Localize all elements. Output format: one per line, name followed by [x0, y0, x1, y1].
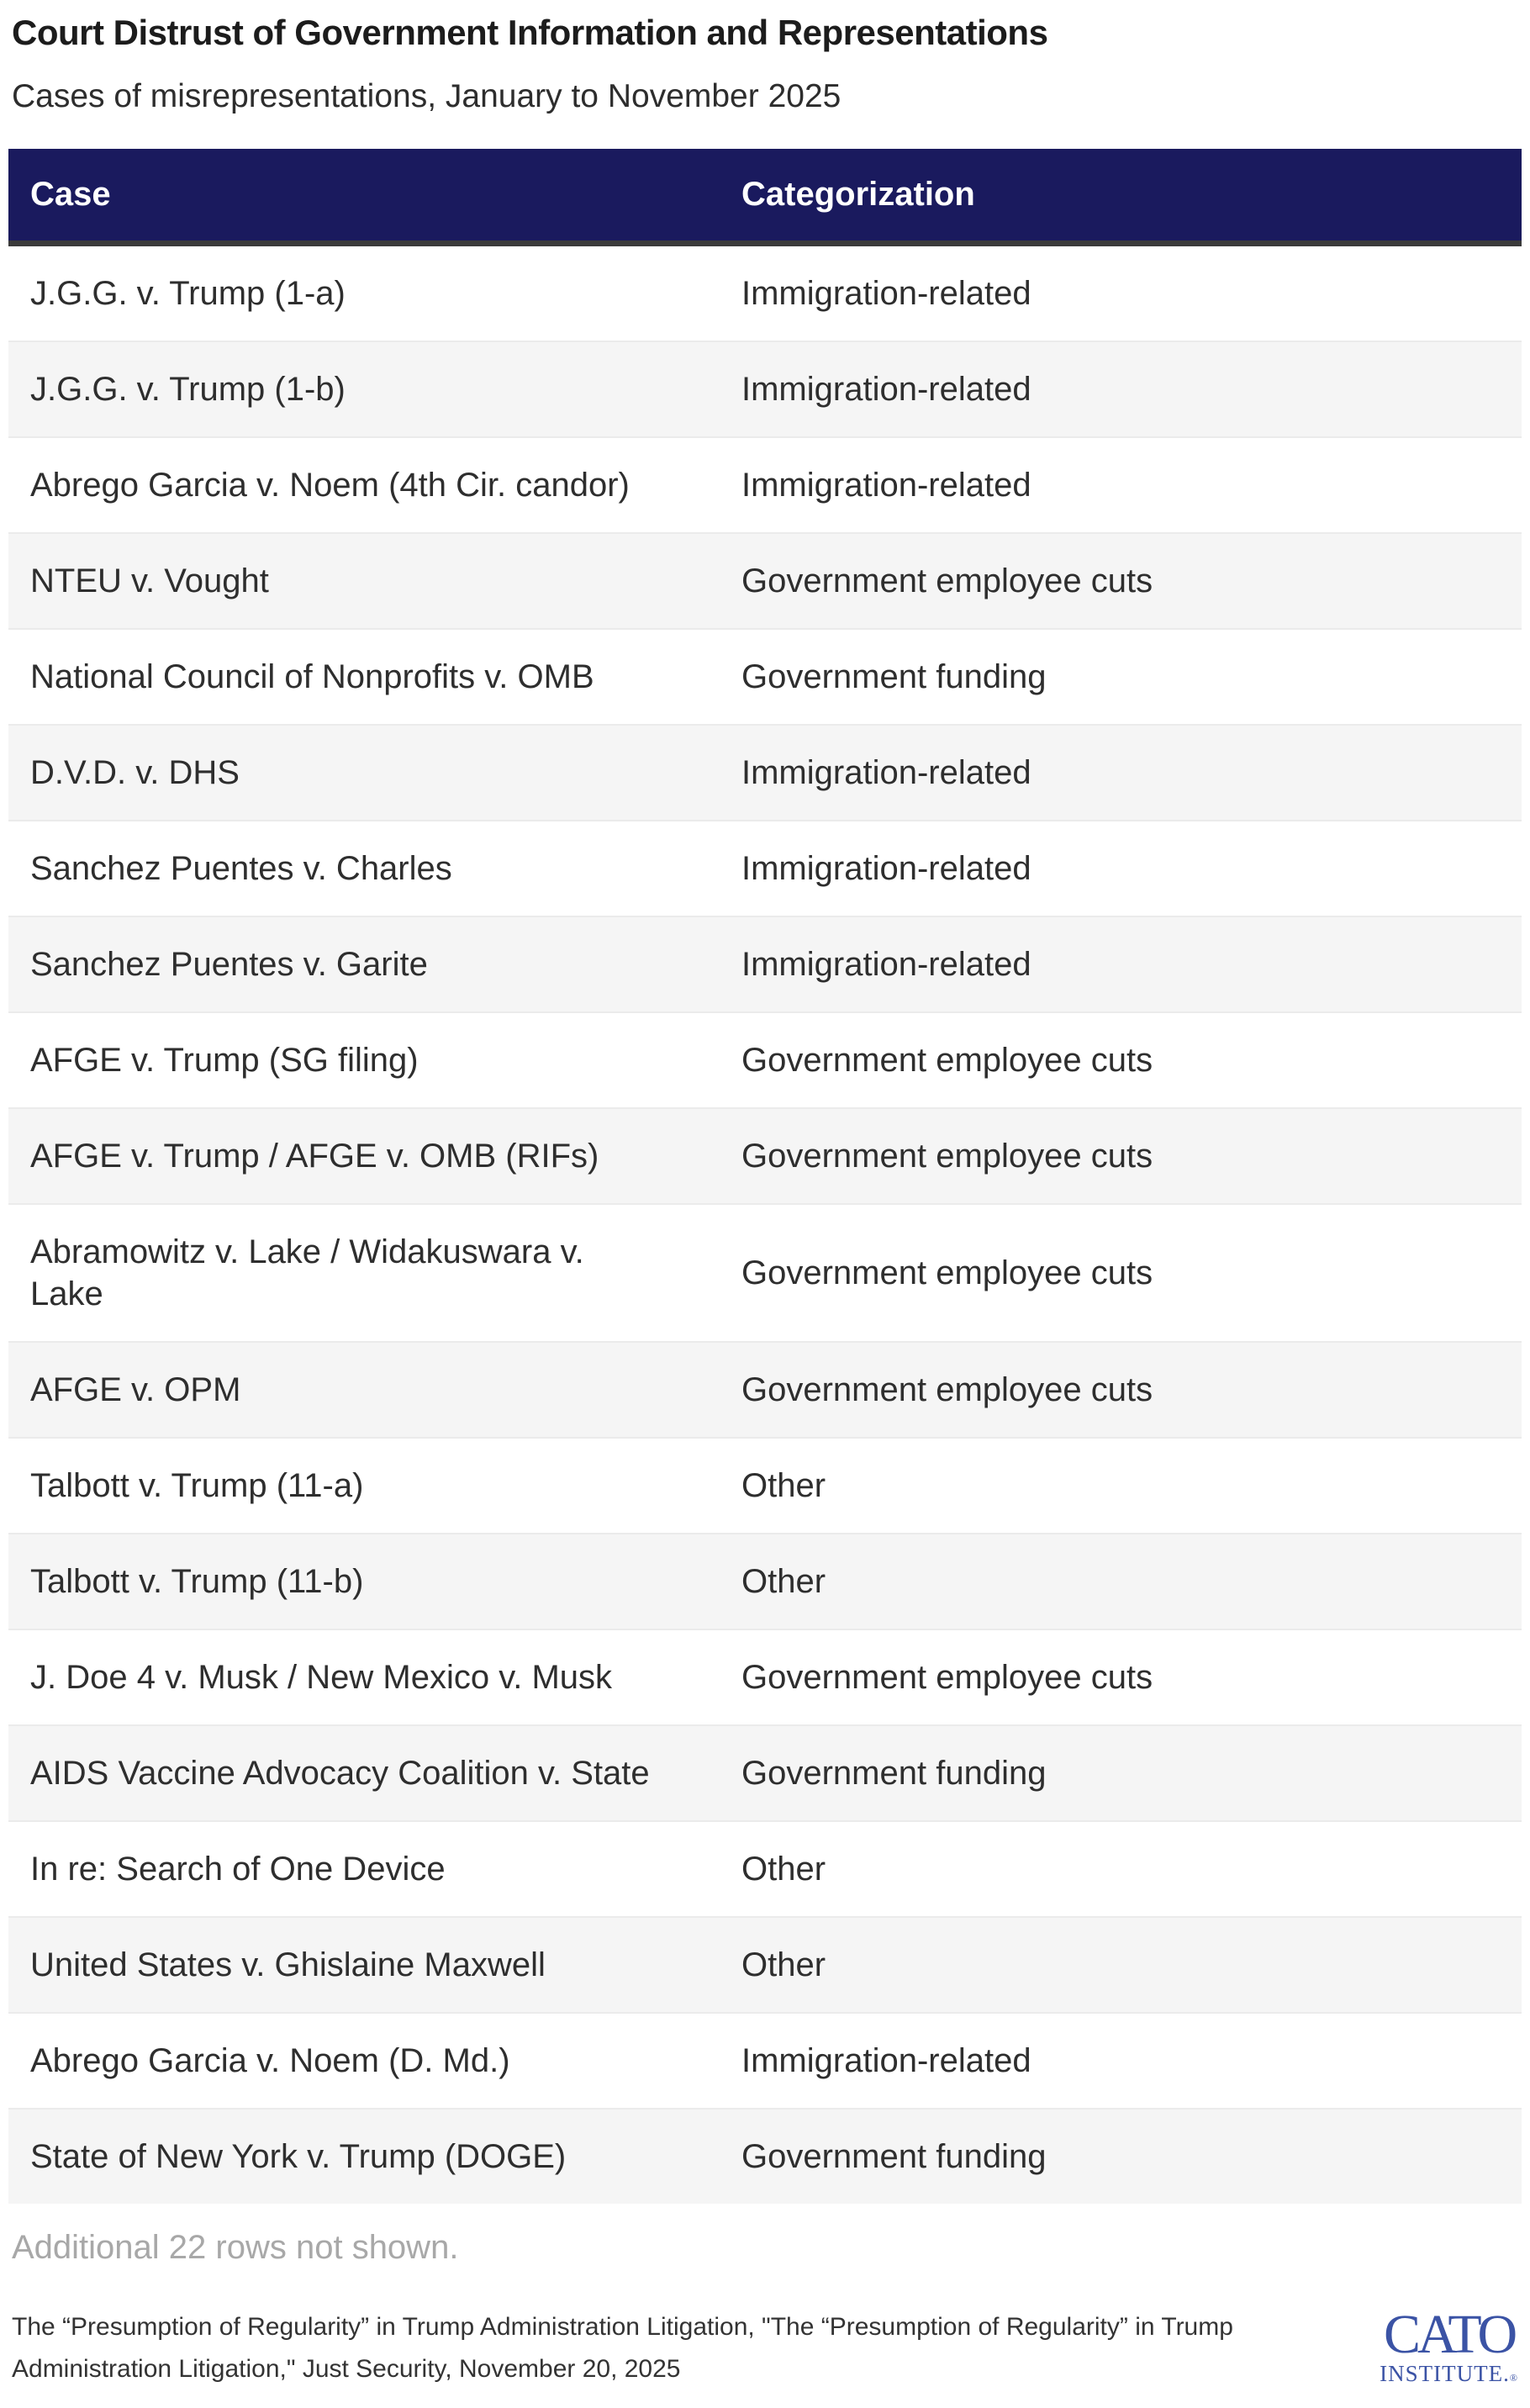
categorization-cell: Government funding	[720, 2109, 1522, 2204]
table-row	[8, 916, 1522, 1012]
categorization-cell: Immigration-related	[720, 916, 1522, 1012]
categorization-cell: Other	[720, 1438, 1522, 1534]
case-cell: In re: Search of One Device	[8, 1821, 720, 1917]
cases-table	[8, 149, 1522, 2204]
categorization-cell: Other	[720, 1534, 1522, 1629]
table-row	[8, 725, 1522, 821]
case-cell: J.G.G. v. Trump (1-b)	[8, 341, 720, 437]
categorization-cell: Government funding	[720, 1725, 1522, 1821]
footer	[8, 2306, 1522, 2390]
case-cell: D.V.D. v. DHS	[8, 725, 720, 821]
table-row	[8, 437, 1522, 533]
table-row	[8, 1917, 1522, 2013]
case-cell: Talbott v. Trump (11-b)	[8, 1534, 720, 1629]
logo-wordmark: CATO	[1384, 2304, 1515, 2366]
table-row	[8, 821, 1522, 916]
column-header-categorization: Categorization	[720, 149, 1522, 243]
table-row	[8, 2109, 1522, 2204]
categorization-cell: Government employee cuts	[720, 1629, 1522, 1725]
case-cell: Abrego Garcia v. Noem (D. Md.)	[8, 2013, 720, 2109]
categorization-cell: Immigration-related	[720, 341, 1522, 437]
table-row	[8, 341, 1522, 437]
table-row	[8, 1342, 1522, 1438]
table-row	[8, 1204, 1522, 1342]
page-subtitle: Cases of misrepresentations, January to November 2025	[12, 78, 842, 115]
categorization-cell: Other	[720, 1917, 1522, 2013]
case-cell: J. Doe 4 v. Musk / New Mexico v. Musk	[8, 1629, 720, 1725]
case-cell: AFGE v. Trump / AFGE v. OMB (RIFs)	[8, 1108, 720, 1204]
case-cell: United States v. Ghislaine Maxwell	[8, 1917, 720, 2013]
table-row	[8, 1012, 1522, 1108]
categorization-cell: Government employee cuts	[720, 1204, 1522, 1342]
table-row	[8, 629, 1522, 725]
categorization-cell: Immigration-related	[720, 437, 1522, 533]
case-cell: AFGE v. Trump (SG filing)	[8, 1012, 720, 1108]
truncation-note: Additional 22 rows not shown.	[12, 2228, 459, 2266]
case-cell: Sanchez Puentes v. Charles	[8, 821, 720, 916]
column-header-case: Case	[8, 149, 720, 243]
page-title: Court Distrust of Government Information and Representations	[12, 13, 1048, 52]
table-row	[8, 1725, 1522, 1821]
categorization-cell: Immigration-related	[720, 725, 1522, 821]
table-row	[8, 2013, 1522, 2109]
categorization-cell: Immigration-related	[720, 2013, 1522, 2109]
categorization-cell: Government employee cuts	[720, 1342, 1522, 1438]
logo-institute	[1380, 2362, 1518, 2387]
table-row	[8, 1821, 1522, 1917]
case-cell: Talbott v. Trump (11-a)	[8, 1438, 720, 1534]
categorization-cell: Government employee cuts	[720, 533, 1522, 629]
categorization-cell: Other	[720, 1821, 1522, 1917]
logo-institute-text: INSTITUTE.	[1380, 2361, 1510, 2386]
categorization-cell: Immigration-related	[741, 274, 1031, 312]
table-header-row	[8, 149, 1522, 243]
table-row	[8, 533, 1522, 629]
table-body	[8, 243, 1522, 2204]
categorization-cell: Immigration-related	[720, 821, 1522, 916]
table-row	[8, 1108, 1522, 1204]
case-cell: Abrego Garcia v. Noem (4th Cir. candor)	[8, 437, 720, 533]
registered-mark: ®	[1509, 2372, 1518, 2384]
case-cell: AIDS Vaccine Advocacy Coalition v. State	[8, 1725, 720, 1821]
cato-logo	[1380, 2304, 1518, 2390]
table-row	[8, 1438, 1522, 1534]
case-cell: AFGE v. OPM	[8, 1342, 720, 1438]
source-attribution: The “Presumption of Regularity” in Trump Administration Litigation, "The “Presumption of Regularity” in Trump Administration Litigation," Just Security, November 20, 2025	[12, 2312, 1233, 2383]
case-cell: Sanchez Puentes v. Garite	[8, 916, 720, 1012]
case-cell: National Council of Nonprofits v. OMB	[8, 629, 720, 725]
categorization-cell: Government employee cuts	[720, 1108, 1522, 1204]
case-cell: J.G.G. v. Trump (1-a)	[30, 274, 346, 312]
case-cell: NTEU v. Vought	[8, 533, 720, 629]
table-row	[8, 1629, 1522, 1725]
case-cell: Abramowitz v. Lake / Widakuswara v. Lake	[8, 1204, 720, 1342]
table-row	[8, 1534, 1522, 1629]
categorization-cell: Government funding	[720, 629, 1522, 725]
categorization-cell: Government employee cuts	[720, 1012, 1522, 1108]
case-cell: State of New York v. Trump (DOGE)	[8, 2109, 720, 2204]
table-row	[8, 243, 1522, 341]
